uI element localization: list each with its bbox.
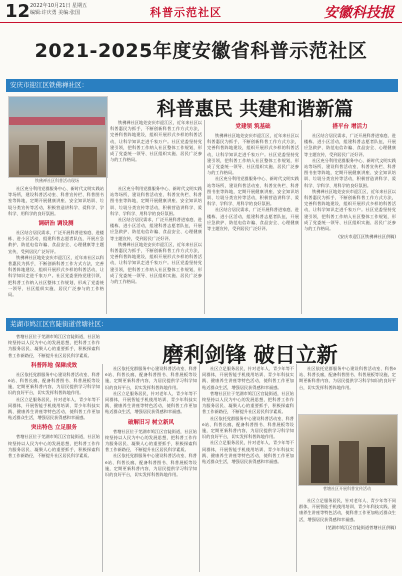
column-divider [296,364,297,572]
article2-photo-caption: 菅塘社区开展科普宣传活动 [323,486,371,491]
article2-title: 磨利剑锋 破日立新 [162,343,338,367]
body-paragraph: 社区立足服务居民，针对老年人、青少年等不同群体，开展智能手机使用培训、青少年科技实践、健康养生讲座等特色活动，使科普工作更加贴近群众生活，增强居民获得感和幸福感。 [202,440,294,465]
section-title: 科普示范社区 [150,6,222,19]
article1-col-intro [110,120,202,184]
body-paragraph: 铁佛禅社区地处安庆市迎江区，近年来社区以科普惠民为抓手，不断创新科普工作方式方法，完善科普阵地建设，组织开展形式多样的科普活动，让科学知识走进千家万户。社区党委坚持党建引领，把科普工作纳入社区整体工作规划，形成了党委统一领导、社区组织实施、居民广泛参与的工作格局。 [8,254,104,298]
body-paragraph: 社区依托党群服务中心建设科普活动室、科普e站、科普长廊，配备科普图书、科普展板等设施，定期更新科普内容，为居民提供学习科学知识的良好平台，切实发挥科普阵地作用。 [202,415,294,440]
body-paragraph: 菅塘社区位于芜湖市鸠江区官陡街道，社区始终坚持以人民为中心的发展思想，把科普工作作为服务居民、凝聚人心的重要抓手，积极探索科普工作新路径，不断提升社区居民科学素质。 [8,334,100,358]
article1-subhead-1: 调研治 调设测 [38,221,74,228]
body-paragraph: 铁佛禅社区地处安庆市迎江区，近年来社区以科普惠民为抓手，不断创新科普工作方式方法，完善科普阵地建设，组织开展形式多样的科普活动，让科学知识走进千家万户。社区党委坚持党建引领，把科普工作纳入社区整体工作规划，形成了党委统一领导、社区组织实施、居民广泛参与的工作格局。 [110,241,202,285]
body-paragraph: 社区依托党群服务中心建设科普活动室、科普e站、科普长廊，配备科普图书、科普展板等设施，定期更新科普内容，为居民提供学习科学知识的良好平台，切实发挥科普阵地作用。 [105,453,197,478]
photo-figure [311,445,329,483]
body-paragraph: 社区结合居民需求，广泛开展科普进家庭、进楼栋、进小区活动，组建科普志愿者队伍，开展应急救护、防范电信诈骗、食品安全、心理健康等主题宣传，受到居民广泛好评。 [207,207,299,232]
article1-credit: (安庆市迎江区铁佛禅社区供稿) [338,234,396,240]
body-paragraph: 铁佛禅社区地处安庆市迎江区，近年来社区以科普惠民为抓手，不断创新科普工作方式方法，完善科普阵地建设，组织开展形式多样的科普活动，让科学知识走进千家万户。社区党委坚持党建引领，把科普工作纳入社区整体工作规划，形成了党委统一领导、社区组织实施、居民广泛参与的工作格局。 [304,188,396,232]
photo-figure [19,145,39,175]
photo-figure [47,141,65,175]
page-meta [30,3,87,17]
article2-credit: (芜湖市鸠江区官陡街道菅塘社区供稿) [325,524,396,530]
photo-banner [9,117,105,125]
editor-line: 编辑:许庆勇 美编:张国 [30,10,80,16]
body-paragraph: 社区依托党群服务中心建设科普活动室、科普e站、科普长廊，配备科普图书、科普展板等设施，定期更新科普内容，为居民提供学习科学知识的良好平台，切实发挥科普阵地作用。 [299,366,396,390]
body-paragraph: 菅塘社区位于芜湖市鸠江区官陡街道，社区始终坚持以人民为中心的发展思想，把科普工作作为服务居民、凝聚人心的重要抓手，积极探索科普工作新路径，不断提升社区居民科学素质。 [105,428,197,453]
page-number: 12 [5,1,31,22]
article1-col3 [207,120,299,314]
body-paragraph: 菅塘社区位于芜湖市鸠江区官陡街道，社区始终坚持以人民为中心的发展思想，把科普工作作为服务居民、凝聚人心的重要抓手，积极探索科普工作新路径，不断提升社区居民科学素质。 [202,390,294,415]
article2-subhead-1: 科普阵地 保障成效 [31,362,77,369]
article1-photo-caption: 铁佛禅社区科普活动现场 [35,178,79,183]
body-paragraph: 社区立足服务居民，针对老年人、青少年等不同群体，开展智能手机使用培训、青少年科技实践、健康养生讲座等特色活动，使科普工作更加贴近群众生活，增强居民获得感和幸福感。 [8,396,100,421]
body-paragraph: 社区充分利用党群服务中心、新时代文明实践站等场所，建设科普活动室、科普宣传栏、科普图书室等阵地，定期开展健康讲座、安全知识培训、垃圾分类宣传等活动，积极营造讲科学、爱科学、学科学、用科学的良好氛围。 [207,176,299,207]
date-line: 2022年10月21日 星期五 [30,3,88,9]
column-divider [102,364,103,572]
article2-col3 [202,366,294,572]
body-paragraph: 社区立足服务居民，针对老年人、青少年等不同群体，开展智能手机使用培训、青少年科技实践、健康养生讲座等特色活动，使科普工作更加贴近群众生活，增强居民获得感和幸福感。 [299,498,396,522]
article1-col2 [110,186,202,314]
article1-subhead-3: 搭平台 增活力 [332,124,368,130]
photo-figure [73,147,97,175]
article1-col4 [304,120,396,314]
page-header [0,0,402,23]
article2-col1 [8,334,100,572]
newspaper-logo: 安徽科技报 [324,5,394,21]
article2-band: 芜湖市鸠江区官陡街道菅塘社区： [6,318,398,331]
body-paragraph: 铁佛禅社区地处安庆市迎江区，近年来社区以科普惠民为抓手，不断创新科普工作方式方法，完善科普阵地建设，组织开展形式多样的科普活动，让科学知识走进千家万户。社区党委坚持党建引领，把科普工作纳入社区整体工作规划，形成了党委统一领导、社区组织实施、居民广泛参与的工作格局。 [207,133,299,176]
body-paragraph: 社区充分利用党群服务中心、新时代文明实践站等场所，建设科普活动室、科普宣传栏、科普图书室等阵地，定期开展健康讲座、安全知识培训、垃圾分类宣传等活动，积极营造讲科学、爱科学、学科学、用科学的良好氛围。 [304,157,396,188]
photo-figure [367,447,385,483]
column-divider [199,364,200,572]
column-divider [204,120,205,314]
body-paragraph: 社区充分利用党群服务中心、新时代文明实践站等场所，建设科普活动室、科普宣传栏、科普图书室等阵地，定期开展健康讲座、安全知识培训、垃圾分类宣传等活动，积极营造讲科学、爱科学、学科学、用科学的良好氛围。 [8,186,104,216]
body-paragraph: 菅塘社区位于芜湖市鸠江区官陡街道，社区始终坚持以人民为中心的发展思想，把科普工作作为服务居民、凝聚人心的重要抓手，积极探索科普工作新路径，不断提升社区居民科学素质。 [8,434,100,459]
article1-photo [8,96,108,178]
column-divider [106,120,107,314]
article2-subhead-3: 破解旧习 树立新风 [128,419,174,426]
article2-col2 [105,366,197,572]
body-paragraph: 社区充分利用党群服务中心、新时代文明实践站等场所，建设科普活动室、科普宣传栏、科普图书室等阵地，定期开展健康讲座、安全知识培训、垃圾分类宣传等活动，积极营造讲科学、爱科学、学科学、用科学的良好氛围。 [110,186,202,216]
article2-col4-bottom [299,498,396,572]
article2-photo [298,414,398,486]
photo-figure [339,441,359,483]
body-paragraph: 社区结合居民需求，广泛开展科普进家庭、进楼栋、进小区活动，组建科普志愿者队伍，开展应急救护、防范电信诈骗、食品安全、心理健康等主题宣传，受到居民广泛好评。 [8,230,104,254]
article1-subhead-2: 党建领 筑基础 [235,124,271,130]
body-paragraph: 社区立足服务居民，针对老年人、青少年等不同群体，开展智能手机使用培训、青少年科技实践、健康养生讲座等特色活动，使科普工作更加贴近群众生活，增强居民获得感和幸福感。 [105,390,197,415]
article1-band: 安庆市迎江区铁佛禅社区： [6,79,398,92]
page-main-title: 2021-2025年度安徽省科普示范社区 [34,40,368,62]
body-paragraph: 社区结合居民需求，广泛开展科普进家庭、进楼栋、进小区活动，组建科普志愿者队伍，开展应急救护、防范电信诈骗、食品安全、心理健康等主题宣传，受到居民广泛好评。 [110,217,202,241]
article1-col1 [8,186,104,314]
article2-col4-top [299,366,396,412]
article1-title: 科普惠民 共建和谐新篇 [156,98,354,120]
body-paragraph: 社区依托党群服务中心建设科普活动室、科普e站、科普长廊，配备科普图书、科普展板等设施，定期更新科普内容，为居民提供学习科学知识的良好平台，切实发挥科普阵地作用。 [8,371,100,396]
body-paragraph: 铁佛禅社区地处安庆市迎江区，近年来社区以科普惠民为抓手，不断创新科普工作方式方法，完善科普阵地建设，组织开展形式多样的科普活动，让科学知识走进千家万户。社区党委坚持党建引领，把科普工作纳入社区整体工作规划，形成了党委统一领导、社区组织实施、居民广泛参与的工作格局。 [110,120,202,163]
column-divider [301,120,302,314]
body-paragraph: 社区立足服务居民，针对老年人、青少年等不同群体，开展智能手机使用培训、青少年科技实践、健康养生讲座等特色活动，使科普工作更加贴近群众生活，增强居民获得感和幸福感。 [202,366,294,390]
body-paragraph: 社区依托党群服务中心建设科普活动室、科普e站、科普长廊，配备科普图书、科普展板等设施，定期更新科普内容，为居民提供学习科学知识的良好平台，切实发挥科普阵地作用。 [105,366,197,390]
article2-subhead-2: 突出特色 立足服务 [31,425,77,432]
body-paragraph: 社区结合居民需求，广泛开展科普进家庭、进楼栋、进小区活动，组建科普志愿者队伍，开展应急救护、防范电信诈骗、食品安全、心理健康等主题宣传，受到居民广泛好评。 [304,133,396,157]
